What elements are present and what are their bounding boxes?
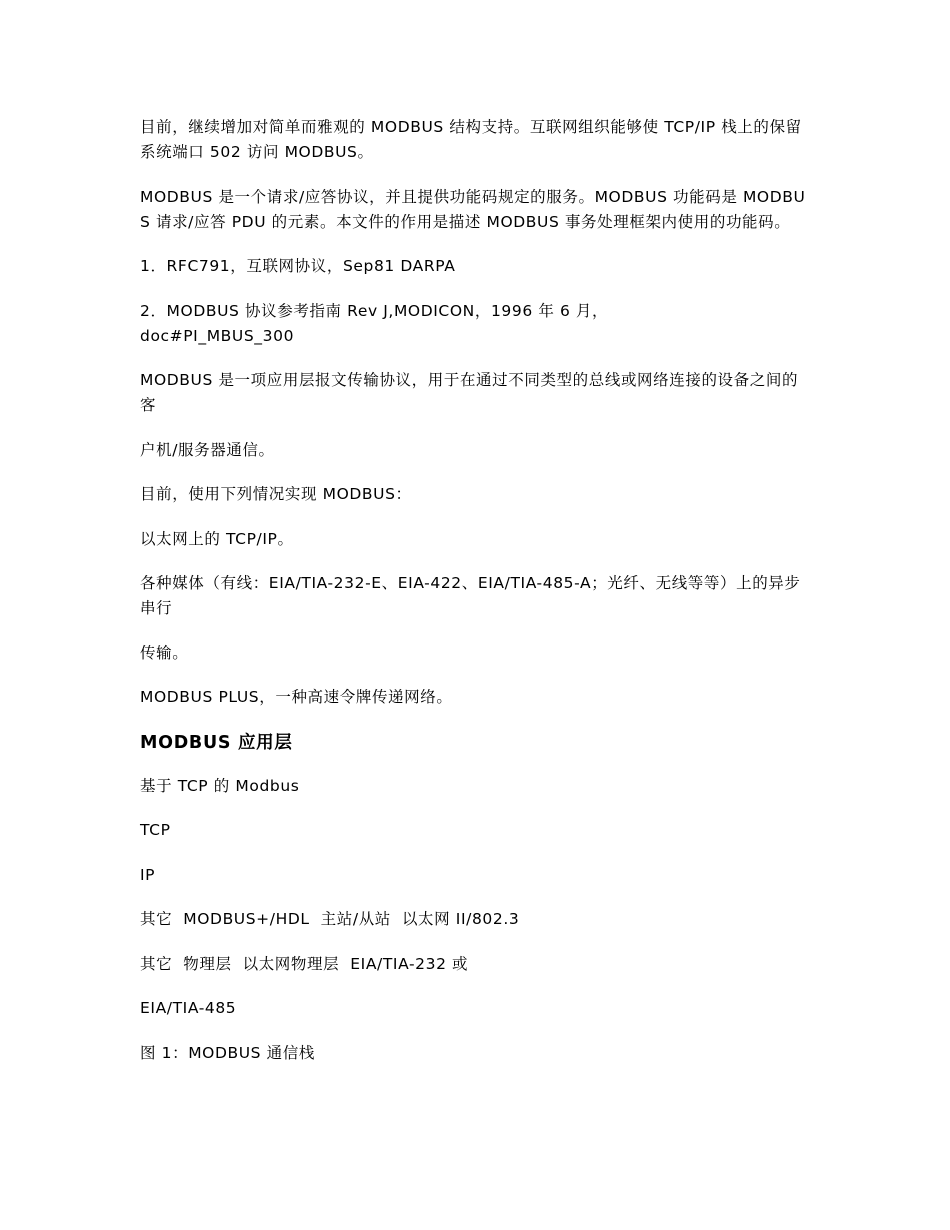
stack-line-tcp: TCP — [140, 821, 171, 839]
paragraph-application-layer: MODBUS 是一项应用层报文传输协议，用于在通过不同类型的总线或网络连接的设备之间的客 — [140, 371, 799, 414]
figure-caption: 图 1：MODBUS 通信栈 — [140, 1043, 315, 1062]
list-item-serial-media: 各种媒体（有线：EIA/TIA-232-E、EIA-422、EIA/TIA-485-A；光纤、无线等等）上的异步串行 — [140, 574, 801, 617]
list-item-modbus-plus: MODBUS PLUS，一种高速令牌传递网络。 — [140, 688, 453, 706]
list-item-serial-continued: 传输。 — [140, 643, 189, 662]
paragraph-intro: 目前，继续增加对简单而雅观的 MODBUS 结构支持。互联网组织能够使 TCP/IP 栈上的保留系统端口 502 访问 MODBUS。 — [140, 118, 802, 161]
stack-line-ip: IP — [140, 865, 156, 884]
paragraph-client-server: 户机/服务器通信。 — [140, 440, 275, 459]
stack-line-modbus-tcp: 基于 TCP 的 Modbus — [140, 776, 300, 795]
reference-item-1: 1．RFC791，互联网协议，Sep81 DARPA — [140, 257, 456, 275]
reference-item-2: 2．MODBUS 协议参考指南 Rev J,MODICON，1996 年 6 月， doc#PI_MBUS_300 — [140, 301, 609, 345]
section-heading: MODBUS 应用层 — [140, 732, 293, 753]
paragraph-implementations: 目前，使用下列情况实现 MODBUS： — [140, 485, 412, 503]
stack-line-physical-continued: EIA/TIA-485 — [140, 999, 237, 1017]
stack-line-datalink: 其它 MODBUS+/HDL 主站/从站 以太网 II/802.3 — [140, 910, 520, 928]
stack-line-physical: 其它 物理层 以太网物理层 EIA/TIA-232 或 — [140, 954, 469, 973]
paragraph-protocol-description: MODBUS 是一个请求/应答协议，并且提供功能码规定的服务。MODBUS 功能码是 MODBUS 请求/应答 PDU 的元素。本文件的作用是描述 MODBUS 事务处理框架内使用的功能码。 — [140, 187, 806, 231]
list-item-tcp-ip: 以太网上的 TCP/IP。 — [140, 529, 294, 548]
